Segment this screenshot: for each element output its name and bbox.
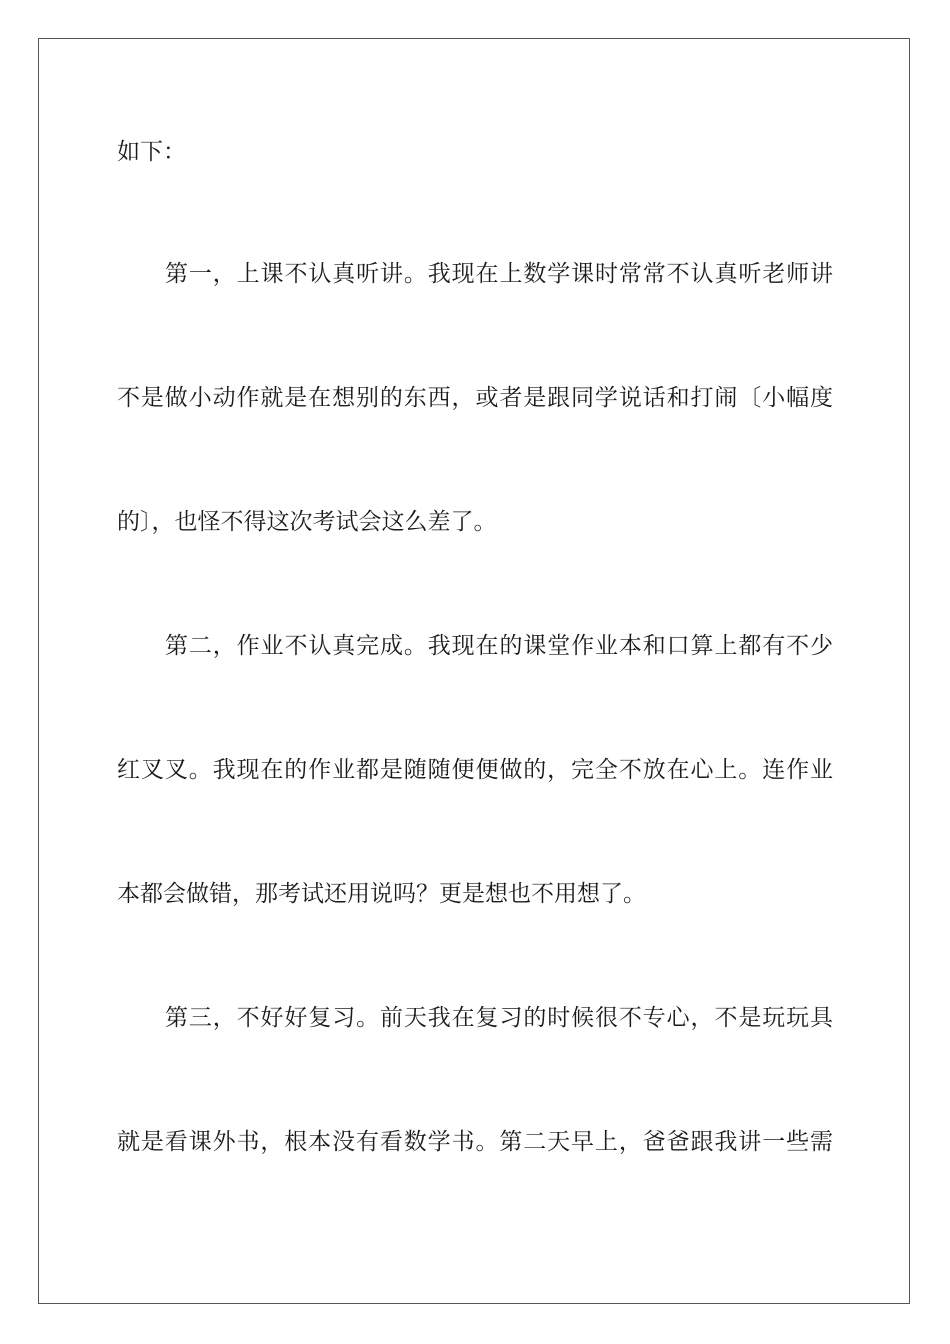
- page-border: [38, 38, 910, 1304]
- paragraph-3-line-1: 第三，不好好复习。前天我在复习的时候很不专心，不是玩玩具: [165, 1005, 833, 1031]
- paragraph-2-line-2: 红叉叉。我现在的作业都是随随便便做的，完全不放在心上。连作业: [117, 757, 833, 783]
- paragraph-2-line-1: 第二，作业不认真完成。我现在的课堂作业本和口算上都有不少: [165, 633, 833, 659]
- text-line-intro: 如下：: [117, 139, 186, 165]
- paragraph-1-line-3: 的〕，也怪不得这次考试会这么差了。: [117, 509, 497, 535]
- paragraph-1-line-2: 不是做小动作就是在想别的东西，或者是跟同学说话和打闹〔小幅度: [117, 385, 833, 411]
- paragraph-2-line-3: 本都会做错，那考试还用说吗？更是想也不用想了。: [117, 881, 646, 907]
- paragraph-1-line-1: 第一，上课不认真听讲。我现在上数学课时常常不认真听老师讲: [165, 261, 833, 287]
- paragraph-3-line-2: 就是看课外书，根本没有看数学书。第二天早上，爸爸跟我讲一些需: [117, 1129, 833, 1155]
